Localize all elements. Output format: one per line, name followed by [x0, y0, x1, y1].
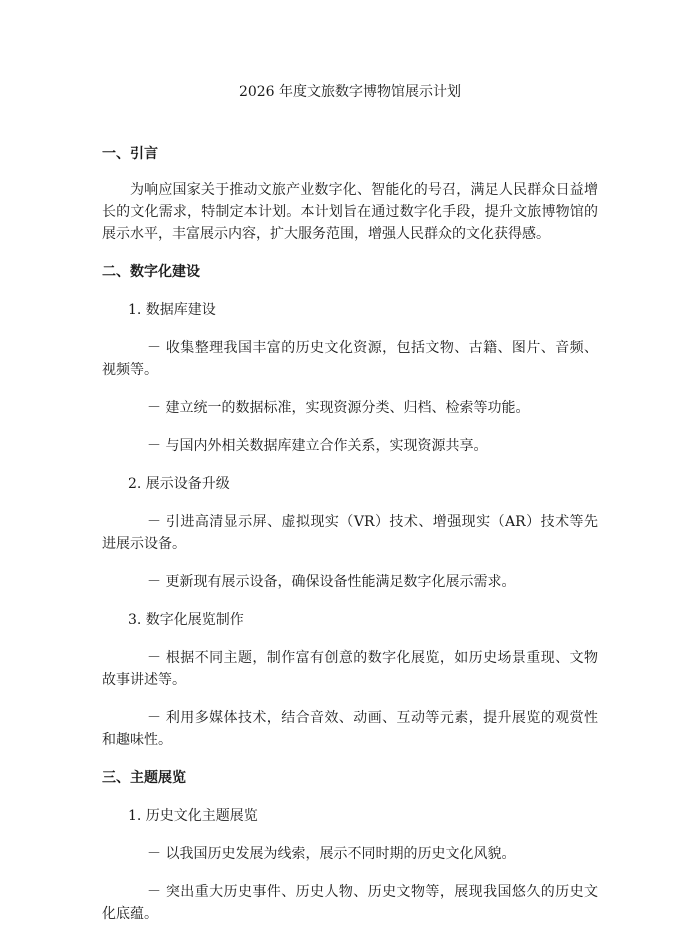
section-introduction: [102, 143, 598, 245]
list-item-label: 2. 展示设备升级: [128, 476, 230, 492]
list-item-bullet: － 利用多媒体技术，结合音效、动画、互动等元素，提升展览的观赏性和趣味性。: [102, 710, 598, 748]
section-heading: 一、引言: [102, 146, 158, 162]
document-title: 2026 年度文旅数字博物馆展示计划: [238, 84, 462, 100]
section-digital-construction: [102, 261, 598, 751]
section-heading: 三、主题展览: [102, 770, 186, 786]
section-paragraph: 为响应国家关于推动文旅产业数字化、智能化的号召，满足人民群众日益增长的文化需求，特制定本计划。本计划旨在通过数字化手段，提升文旅博物馆的展示水平，丰富展示内容，扩大服务范围，增强人民群众的文化获得感。: [102, 182, 598, 242]
list-item-bullet: － 根据不同主题，制作富有创意的数字化展览，如历史场景重现、文物故事讲述等。: [102, 650, 598, 688]
list-item-bullet: － 建立统一的数据标准，实现资源分类、归档、检索等功能。: [147, 400, 530, 416]
section-heading: 二、数字化建设: [102, 264, 200, 280]
list-item-label: 3. 数字化展览制作: [128, 612, 244, 628]
list-item-bullet: － 与国内外相关数据库建立合作关系，实现资源共享。: [147, 438, 488, 454]
list-item-bullet: － 引进高清显示屏、虚拟现实（VR）技术、增强现实（AR）技术等先进展示设备。: [102, 514, 598, 552]
section-theme-exhibitions: [102, 767, 598, 925]
list-item-bullet: － 更新现有展示设备，确保设备性能满足数字化展示需求。: [147, 574, 516, 590]
list-item-label: 1. 历史文化主题展览: [128, 808, 258, 824]
list-item-bullet: － 收集整理我国丰富的历史文化资源，包括文物、古籍、图片、音频、视频等。: [102, 340, 598, 378]
document-body: [102, 143, 598, 925]
list-item-bullet: － 突出重大历史事件、历史人物、历史文物等，展现我国悠久的历史文化底蕴。: [102, 884, 598, 922]
list-item-label: 1. 数据库建设: [128, 302, 216, 318]
list-item-bullet: － 以我国历史发展为线索，展示不同时期的历史文化风貌。: [147, 846, 516, 862]
